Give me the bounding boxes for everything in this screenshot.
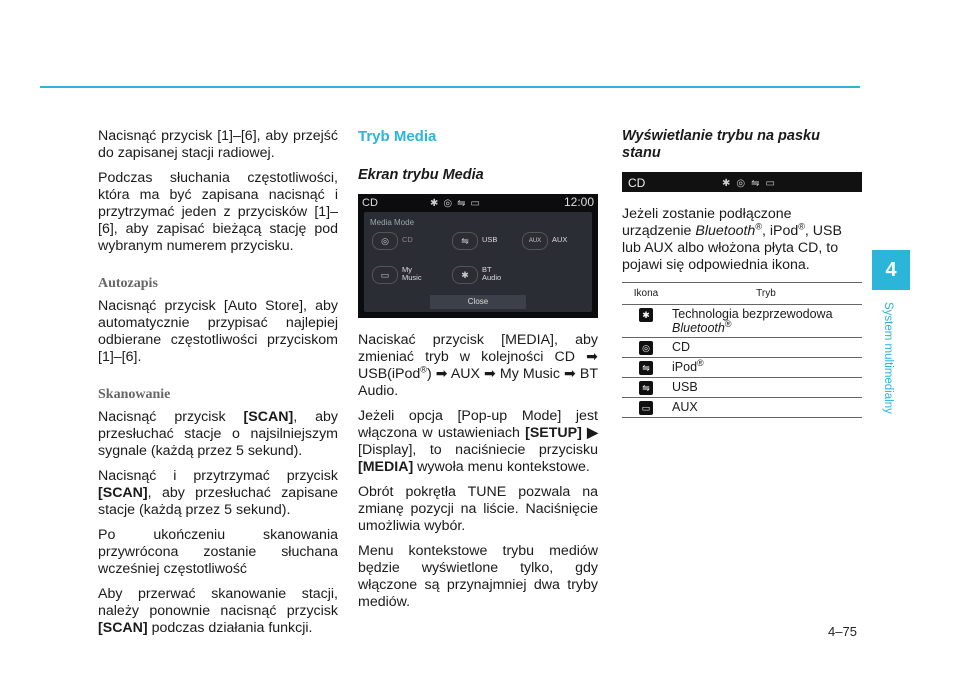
screen-clock: 12:00 (563, 195, 594, 209)
paragraph: Obrót pokrętła TUNE pozwala na zmianę pozycji na liście. Naciśnięcie umożliwia wybór. (358, 484, 598, 534)
top-divider (40, 86, 860, 88)
paragraph: Nacisnąć i przytrzymać przycisk [SCAN], aby przesłuchać zapisane stacje (każdą przez 5 sekund). (98, 468, 338, 518)
left-column (98, 128, 338, 645)
close-button: Close (430, 295, 526, 309)
my-music-option: My Music (402, 265, 422, 282)
paragraph: Jeżeli opcja [Pop-up Mode] jest włączona w ustawieniach [SETUP] ▶ [Display], to naciśniecie przycisku [MEDIA] wywoła menu kontekstowe. (358, 408, 598, 475)
paragraph: Podczas słuchania częstotliwości, która ma być zapisana nacisnąć i przytrzymać jeden z przycisków [1]–[6], aby zapisać bieżącą stację pod wybranym numerem przycisku. (98, 170, 338, 254)
section-title-media: Tryb Media (358, 128, 437, 145)
media-mode-popup (364, 212, 592, 312)
usb-icon: ⇋ (452, 232, 478, 250)
table-row: ✱ Technologia bezprzewodowa Bluetooth® (622, 305, 862, 338)
table-header-icon: Ikona (622, 283, 670, 305)
table-row: ⇋ USB (622, 378, 862, 398)
paragraph: Naciskać przycisk [MEDIA], aby zmieniać tryb w kolejności CD ➡ USB(iPod®) ➡ AUX ➡ My Music ➡ BT Audio. (358, 332, 598, 399)
table-row: ⇋ iPod® (622, 358, 862, 378)
chapter-label: System multimedialny (882, 302, 894, 414)
page-number: 4–75 (828, 624, 857, 639)
paragraph: Po ukończeniu skanowania przywrócona zostanie słuchana wcześniej częstotliwość (98, 527, 338, 577)
table-header-mode: Tryb (670, 283, 862, 305)
right-column (622, 128, 862, 418)
aux-option: AUX (552, 235, 568, 244)
aux-icon: AUX (522, 232, 548, 250)
paragraph: Nacisnąć przycisk [SCAN], aby przesłuchać stacje o najsilniejszym sygnale (każdą przez 5 sekund). (98, 409, 338, 459)
bluetooth-icon: ✱ (639, 308, 653, 322)
status-icons: ✱◎⇋▭ (430, 198, 485, 209)
cd-icon: ◎ (372, 232, 398, 250)
bt-audio-option: BT Audio (482, 265, 502, 282)
paragraph: Aby przerwać skanowanie stacji, należy ponownie nacisnąć przycisk [SCAN] podczas działania funkcji. (98, 586, 338, 636)
table-row: ▭ AUX (622, 398, 862, 418)
icon-mode-table (622, 282, 862, 418)
chapter-number: 4 (872, 250, 910, 290)
paragraph: Menu kontekstowe trybu mediów będzie wyświetlone tylko, gdy włączone są przynajmniej dwa tryby mediów. (358, 543, 598, 610)
chapter-tab (872, 250, 910, 530)
status-bar-image (622, 172, 862, 192)
status-icons: ✱◎⇋▭ (722, 178, 781, 189)
section-heading-skanowanie: Skanowanie (98, 387, 171, 402)
folder-icon: ▭ (372, 266, 398, 284)
ipod-usb-icon: ⇋ (639, 361, 653, 375)
paragraph: Jeżeli zostanie podłączone urządzenie Bluetooth®, iPod®, USB lub AUX albo włożona płyta CD, to pojawi się odpowiednia ikona. (622, 206, 842, 273)
screen-mode-label: CD (362, 197, 378, 209)
subsection-title: Ekran trybu Media (358, 167, 484, 183)
usb-icon: ⇋ (639, 381, 653, 395)
middle-column (358, 128, 598, 619)
cd-option: CD (402, 235, 413, 244)
table-row: ◎ CD (622, 338, 862, 358)
section-heading-autozapis: Autozapis (98, 276, 158, 291)
popup-title: Media Mode (370, 218, 415, 227)
screen-status-bar (358, 194, 598, 208)
usb-option: USB (482, 235, 498, 244)
cd-icon: ◎ (639, 341, 653, 355)
media-screen-image (358, 194, 598, 318)
bluetooth-icon: ✱ (452, 266, 478, 284)
paragraph: Nacisnąć przycisk [1]–[6], aby przejść do zapisanej stacji radiowej. (98, 128, 338, 161)
section-title-status: Wyświetlanie trybu na pasku stanu (622, 128, 820, 161)
aux-icon: ▭ (639, 401, 653, 415)
paragraph: Nacisnąć przycisk [Auto Store], aby automatycznie przypisać najlepiej odbierane częstotliwości przyciskom [1]–[6]. (98, 298, 338, 365)
status-mode-label: CD (628, 176, 646, 190)
